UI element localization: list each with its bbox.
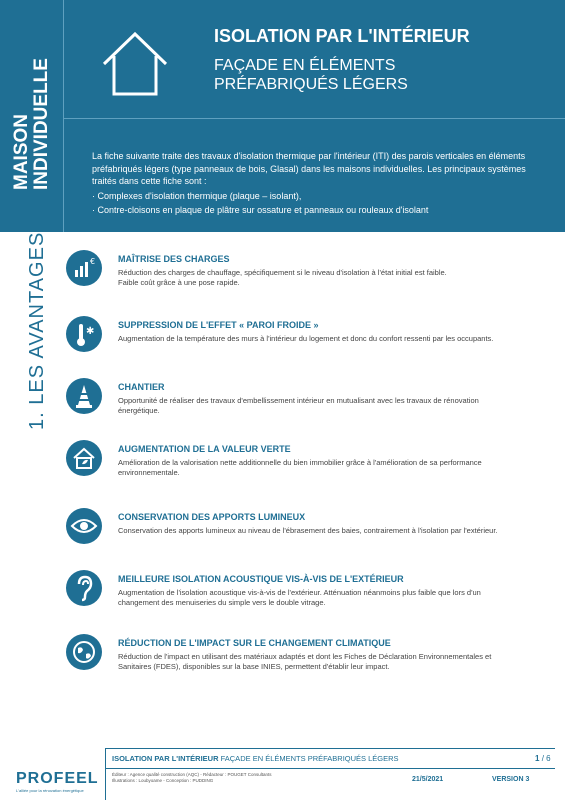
intro-paragraph: La fiche suivante traite des travaux d'isolation thermique par l'intérieur (ITI) des parois verticales en éléments préfabriqués légers (type panneaux de bois, Glasal) dans les maisons individuelles. Les principaux systèmes traités dans cette fiche sont : bbox=[92, 151, 526, 186]
footer-separator bbox=[105, 768, 555, 769]
advantage-text bbox=[118, 268, 518, 287]
logo-tagline: L'alliée pour la rénovation énergétique bbox=[16, 788, 84, 793]
advantage-text: Amélioration de la valorisation nette additionnelle du bien immobilier grâce à l'amélioration de sa performance environnementale. bbox=[118, 458, 482, 477]
ear-icon bbox=[66, 570, 102, 606]
thermometer-cold-icon bbox=[66, 316, 102, 352]
advantage-text: Augmentation de la température des murs à l'intérieur du logement et donc du confort ressenti par les occupants. bbox=[118, 334, 494, 343]
footer-top-line bbox=[105, 748, 555, 749]
subtitle-line-2: PRÉFABRIQUÉS LÉGERS bbox=[214, 76, 408, 93]
page-total: / 6 bbox=[541, 754, 551, 763]
footer-date: 21/5/2021 bbox=[412, 776, 444, 783]
euro-charges-icon bbox=[66, 250, 102, 286]
advantage-text: Réduction de l'impact en utilisant des matériaux adaptés et dont les Fiches de Déclaration Environnementales et Sanitaires (FDES), disponibles sur la base INIES, permettent d'établir leur impact. bbox=[118, 652, 492, 671]
footer-title bbox=[112, 754, 399, 763]
advantage-text-line-2: Faible coût grâce à une pose rapide. bbox=[118, 277, 240, 287]
intro-bullet-2: · Contre-cloisons en plaque de plâtre sur ossature et panneaux ou rouleaux d'isolant bbox=[92, 205, 429, 215]
footer bbox=[0, 730, 565, 800]
advantage-title: MAÎTRISE DES CHARGES bbox=[118, 254, 230, 264]
page-subtitle bbox=[214, 56, 514, 94]
advantage-text: Augmentation de l'isolation acoustique vis-à-vis de l'extérieur. Atténuation néanmoins plus faible que lors d'un changement des menuiseries du simple vers le double vitrage. bbox=[118, 588, 481, 607]
page-current: 1 bbox=[535, 754, 540, 763]
advantage-title: AUGMENTATION DE LA VALEUR VERTE bbox=[118, 444, 291, 454]
svg-text:€: € bbox=[90, 257, 96, 266]
advantage-text-line: Réduction des charges de chauffage, spécifiquement si le niveau d'isolation à l'état initial est faible. bbox=[118, 268, 447, 277]
advantage-title: SUPPRESSION DE L'EFFET « PAROI FROIDE » bbox=[118, 320, 319, 330]
vertical-title bbox=[12, 20, 52, 190]
subtitle-line-1: FAÇADE EN ÉLÉMENTS bbox=[214, 57, 396, 74]
advantage-title: RÉDUCTION DE L'IMPACT SUR LE CHANGEMENT CLIMATIQUE bbox=[118, 638, 391, 648]
credits-line-2: Illustrations : Loubyoame - Conception : PUDDING bbox=[112, 778, 214, 783]
eye-icon bbox=[66, 508, 102, 544]
traffic-cone-icon bbox=[66, 378, 102, 414]
vertical-title-line-1: MAISON bbox=[11, 114, 32, 190]
svg-text:✱: ✱ bbox=[86, 326, 95, 337]
advantage-title: MEILLEURE ISOLATION ACOUSTIQUE VIS-À-VIS DE L'EXTÉRIEUR bbox=[118, 574, 404, 584]
advantage-title: CHANTIER bbox=[118, 382, 165, 392]
footer-title-rest: FAÇADE EN ÉLÉMENTS PRÉFABRIQUÉS LÉGERS bbox=[218, 754, 399, 763]
profeel-logo: PROFEEL bbox=[16, 770, 99, 787]
advantage-text: Opportunité de réaliser des travaux d'embellissement intérieur en mutualisant avec les travaux de rénovation énergétique. bbox=[118, 396, 479, 415]
header-band bbox=[0, 0, 565, 232]
page-number bbox=[535, 754, 551, 763]
header-divider bbox=[64, 118, 565, 119]
footer-vertical-line bbox=[105, 748, 106, 800]
intro-text bbox=[92, 150, 552, 219]
credits-line-1: Éditeur : Agence qualité construction (AQC) - Rédacteur : POUGET Consultants bbox=[112, 772, 272, 777]
page-title: ISOLATION PAR L'INTÉRIEUR bbox=[214, 26, 470, 46]
advantage-title: CONSERVATION DES APPORTS LUMINEUX bbox=[118, 512, 306, 522]
advantage-text: Conservation des apports lumineux au niveau de l'ébrasement des baies, contrairement à l'isolation par l'extérieur. bbox=[118, 526, 498, 535]
section-label: 1. LES AVANTAGES bbox=[26, 231, 48, 430]
footer-title-bold: ISOLATION PAR L'INTÉRIEUR bbox=[112, 754, 219, 763]
vertical-title-line-2: INDIVIDUELLE bbox=[31, 58, 52, 190]
globe-climate-icon bbox=[66, 634, 102, 670]
green-house-icon bbox=[66, 440, 102, 476]
intro-bullet-1: · Complexes d'isolation thermique (plaque – isolant), bbox=[92, 190, 302, 201]
footer-credits bbox=[112, 772, 272, 784]
footer-version: VERSION 3 bbox=[492, 776, 530, 783]
house-icon bbox=[100, 28, 170, 103]
